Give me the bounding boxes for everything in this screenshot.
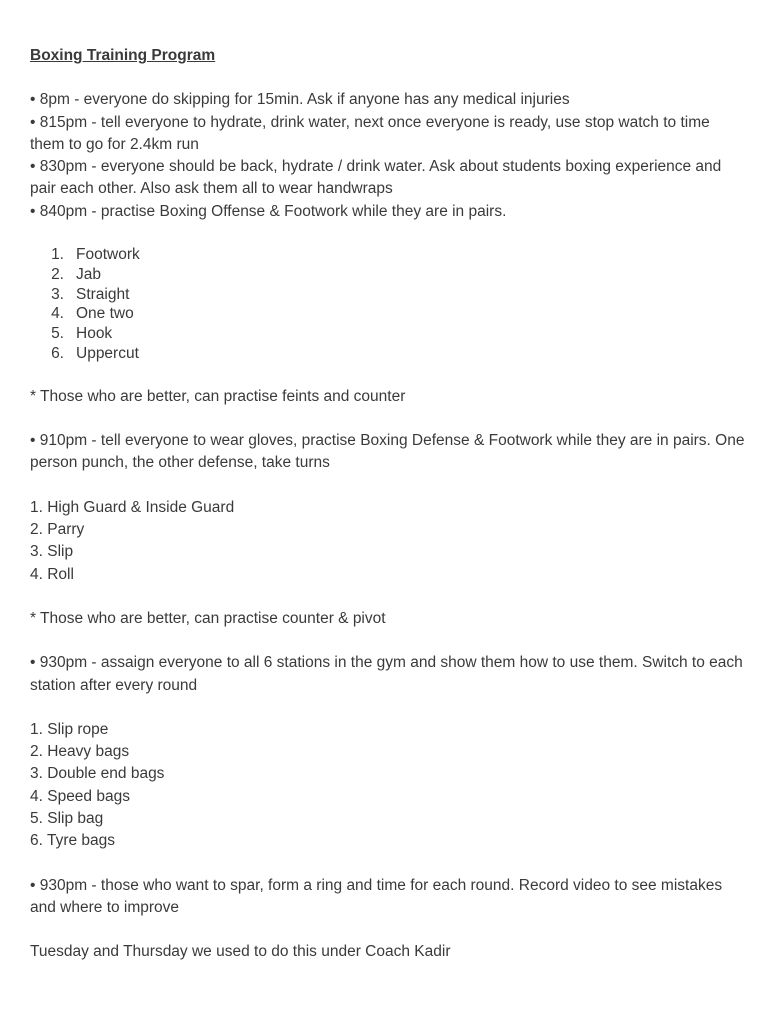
- list-text: Uppercut: [76, 345, 139, 363]
- spacer: [30, 853, 746, 875]
- list-text: Footwork: [76, 246, 140, 264]
- list-item: [30, 265, 746, 285]
- bullet-910pm: • 910pm - tell everyone to wear gloves, practise Boxing Defense & Footwork while they are in pairs. One person punch, the other defense, take turns: [30, 432, 745, 472]
- bullet-830pm: • 830pm - everyone should be back, hydrate / drink water. Ask about students boxing experience and pair each other. Also ask them all to wear handwraps: [30, 158, 722, 198]
- footer-note: Tuesday and Thursday we used to do this under Coach Kadir: [30, 943, 451, 961]
- list-item: 4. Roll: [30, 565, 74, 583]
- offense-note: * Those who are better, can practise feints and counter: [30, 387, 406, 405]
- list-item: 2. Heavy bags: [30, 743, 130, 761]
- spacer: [30, 364, 746, 386]
- note-title: Boxing Training Program: [30, 47, 216, 64]
- list-number: 6.: [51, 345, 64, 363]
- bullet-840pm: • 840pm - practise Boxing Offense & Footwork while they are in pairs.: [30, 202, 507, 220]
- list-item: 1. Slip rope: [30, 720, 109, 738]
- bullet-930pm-stations: • 930pm - assaign everyone to all 6 stations in the gym and show them how to use them. Switch to each station after every round: [30, 654, 743, 694]
- bullet-930pm-spar: • 930pm - those who want to spar, form a ring and time for each round. Record video to see mistakes and where to improve: [30, 876, 723, 916]
- spacer: [30, 919, 746, 941]
- list-item: [30, 324, 746, 344]
- list-text: Jab: [76, 265, 101, 283]
- list-text: Hook: [76, 325, 113, 343]
- list-number: 4.: [51, 305, 64, 323]
- list-item: [30, 304, 746, 324]
- note-document[interactable]: [30, 45, 746, 964]
- spacer: [30, 586, 746, 608]
- list-item: 1. High Guard & Inside Guard: [30, 498, 235, 516]
- list-number: 3.: [51, 285, 64, 303]
- bullet-815pm: • 815pm - tell everyone to hydrate, drink water, next once everyone is ready, use stop watch to time them to go for 2.4km run: [30, 113, 710, 153]
- list-text: One two: [76, 305, 134, 323]
- list-item: 2. Parry: [30, 521, 85, 539]
- offense-list: [30, 245, 746, 364]
- list-item: 5. Slip bag: [30, 810, 104, 828]
- spacer: [30, 475, 746, 497]
- list-item: 6. Tyre bags: [30, 832, 116, 850]
- list-item: 4. Speed bags: [30, 787, 130, 805]
- list-number: 2.: [51, 265, 64, 283]
- defense-note: * Those who are better, can practise counter & pivot: [30, 609, 386, 627]
- spacer: [30, 697, 746, 719]
- bullet-8pm: • 8pm - everyone do skipping for 15min. Ask if anyone has any medical injuries: [30, 91, 570, 109]
- list-item: 3. Double end bags: [30, 765, 165, 783]
- list-item: [30, 285, 746, 305]
- spacer: [30, 223, 746, 245]
- list-item: [30, 344, 746, 364]
- list-number: 1.: [51, 246, 64, 264]
- stations-list: [30, 719, 746, 853]
- defense-list: [30, 497, 746, 586]
- list-number: 5.: [51, 325, 64, 343]
- spacer: [30, 630, 746, 652]
- list-text: Straight: [76, 285, 130, 303]
- list-item: [30, 245, 746, 265]
- list-item: 3. Slip: [30, 543, 74, 561]
- spacer: [30, 408, 746, 430]
